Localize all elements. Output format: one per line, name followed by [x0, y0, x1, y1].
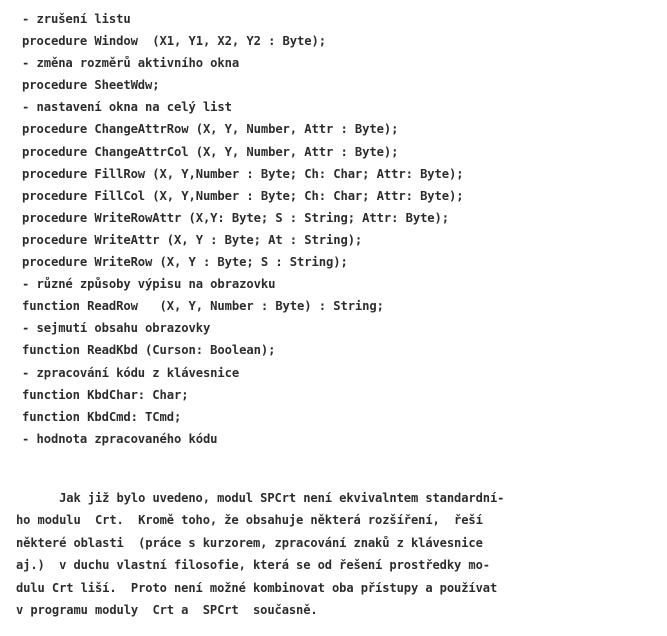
paragraph-line: dulu Crt liší. Proto není možné kombinovat oba přístupy a používat [16, 580, 498, 595]
code-line: function KbdCmd: TCmd; [22, 409, 182, 424]
code-line: function ReadKbd (Curson: Boolean); [22, 343, 276, 358]
code-line: procedure FillCol (X, Y,Number : Byte; Ch: Char; Attr: Byte); [22, 188, 464, 203]
paragraph-line: některé oblasti (práce s kurzorem, zpracování znaků z klávesnice [16, 535, 483, 550]
paragraph-line: ho modulu Crt. Kromě toho, že obsahuje některá rozšíření, řeší [16, 513, 483, 528]
body-paragraph [16, 487, 656, 621]
code-line: - různé způsoby výpisu na obrazovku [22, 277, 276, 292]
code-line: - sejmutí obsahu obrazovky [22, 321, 211, 336]
code-line: - nastavení okna na celý list [22, 100, 232, 115]
code-line: procedure WriteRow (X, Y : Byte; S : String); [22, 255, 348, 270]
paragraph-line: Jak již bylo uvedeno, modul SPCrt není ekvivalntem standardní- [16, 491, 505, 505]
code-line: procedure WriteRowAttr (X,Y: Byte; S : String; Attr: Byte); [22, 210, 450, 225]
code-line: procedure Window (X1, Y1, X2, Y2 : Byte); [22, 34, 326, 49]
code-line: - zrušení listu [22, 12, 131, 26]
code-listing [22, 8, 662, 450]
code-line: - zpracování kódu z klávesnice [22, 365, 240, 380]
paragraph-line: v programu moduly Crt a SPCrt současně. [16, 602, 318, 617]
code-line: procedure FillRow (X, Y,Number : Byte; Ch: Char; Attr: Byte); [22, 166, 464, 181]
code-line: procedure SheetWdw; [22, 78, 160, 93]
code-line: procedure WriteAttr (X, Y : Byte; At : String); [22, 232, 363, 247]
code-line: - změna rozměrů aktivního okna [22, 56, 240, 71]
code-line: procedure ChangeAttrRow (X, Y, Number, Attr : Byte); [22, 122, 399, 137]
paragraph-line: aj.) v duchu vlastní filosofie, která se od řešení prostředky mo- [16, 558, 490, 573]
code-line: function KbdChar: Char; [22, 387, 189, 402]
code-line: - hodnota zpracovaného kódu [22, 431, 218, 446]
code-line: procedure ChangeAttrCol (X, Y, Number, Attr : Byte); [22, 144, 399, 159]
code-line: function ReadRow (X, Y, Number : Byte) : String; [22, 299, 384, 314]
